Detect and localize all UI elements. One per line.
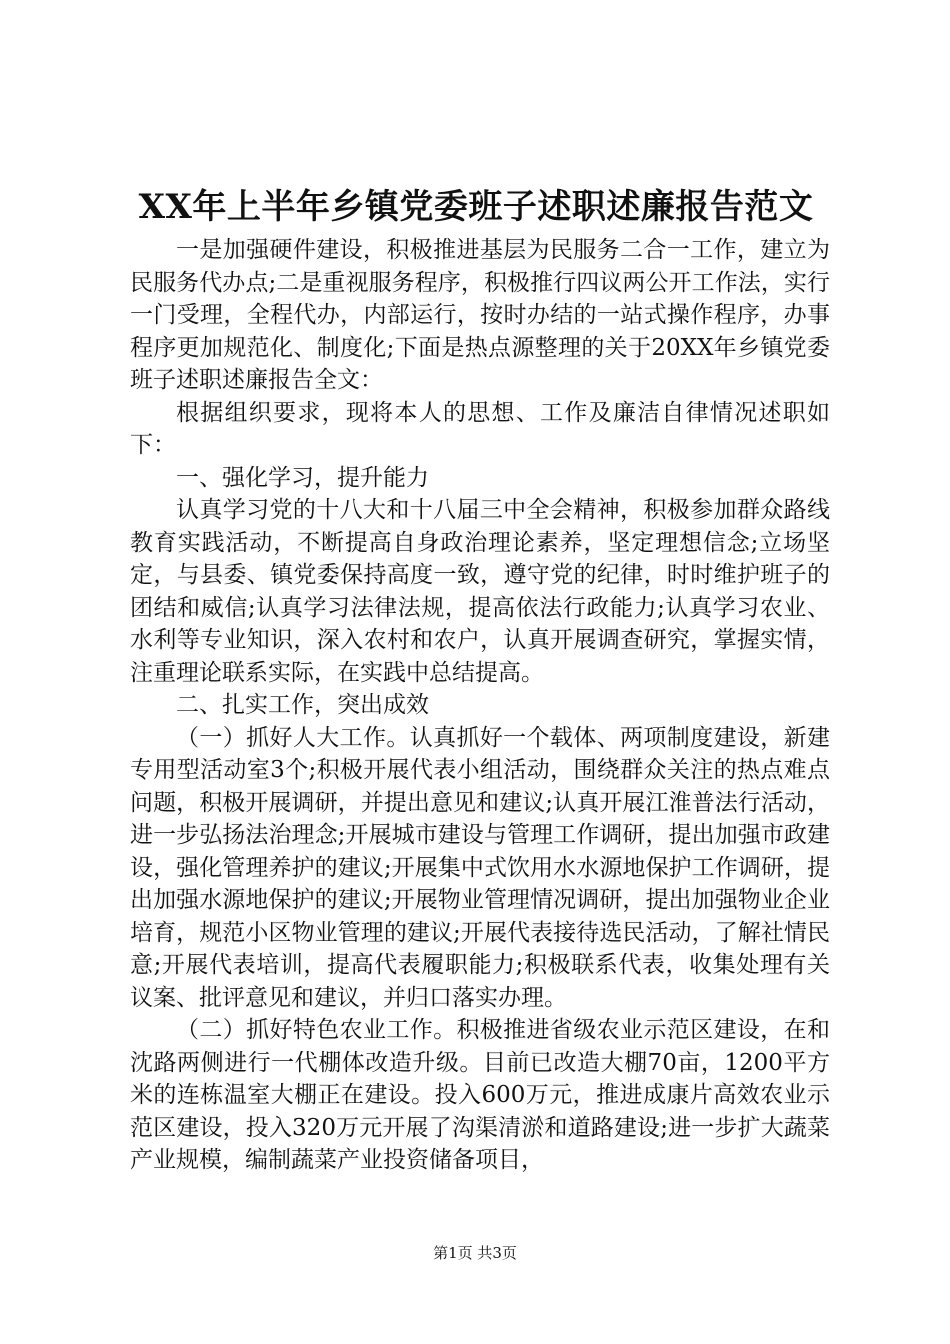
section-heading-2: 二、扎实工作，突出成效	[176, 692, 429, 718]
section-heading-1: 一、强化学习，提升能力	[176, 464, 429, 491]
page-footer: 第1页 共3页	[433, 1244, 517, 1262]
paragraph-preface: 根据组织要求，现将本人的思想、工作及廉洁自律情况述职如下：	[130, 399, 830, 458]
paragraph-study: 认真学习党的十八大和十八届三中全会精神，积极参加群众路线教育实践活动，不断提高自身政治理论素养，坚定理想信念;立场坚定，与县委、镇党委保持高度一致，遵守党的纪律，时时维护班子的团结和威信;认真学习法律法规，提高依法行政能力;认真学习农业、水利等专业知识，深入农村和农户，认真开展调查研究，掌握实情，注重理论联系实际，在实践中总结提高。	[130, 497, 830, 686]
document-body	[130, 234, 830, 1177]
document-title: XX年上半年乡镇党委班子述职述廉报告范文	[138, 187, 814, 227]
paragraph-agriculture: （二）抓好特色农业工作。积极推进省级农业示范区建设，在和沈路两侧进行一代棚体改造升级。目前已改造大棚70亩，1200平方米的连栋温室大棚正在建设。投入600万元，推进成康片高效农业示范区建设，投入320万元开展了沟渠清淤和道路建设;进一步扩大蔬菜产业规模，编制蔬菜产业投资储备项目，	[130, 1017, 830, 1173]
paragraph-intro: 一是加强硬件建设，积极推进基层为民服务二合一工作，建立为民服务代办点;二是重视服务程序，积极推行四议两公开工作法，实行一门受理，全程代办，内部运行，按时办结的一站式操作程序，办事程序更加规范化、制度化;下面是热点源整理的关于20XX年乡镇党委班子述职述廉报告全文：	[130, 237, 830, 393]
paragraph-npc-work: （一）抓好人大工作。认真抓好一个载体、两项制度建设，新建专用型活动室3个;积极开展代表小组活动，围绕群众关注的热点难点问题，积极开展调研，并提出意见和建议;认真开展江淮普法行活动，进一步弘扬法治理念;开展城市建设与管理工作调研，提出加强市政建设，强化管理养护的建议;开展集中式饮用水水源地保护工作调研，提出加强水源地保护的建议;开展物业管理情况调研，提出加强物业企业培育，规范小区物业管理的建议;开展代表接待选民活动，了解社情民意;开展代表培训，提高代表履职能力;积极联系代表，收集处理有关议案、批评意见和建议，并归口落实办理。	[130, 724, 830, 1011]
